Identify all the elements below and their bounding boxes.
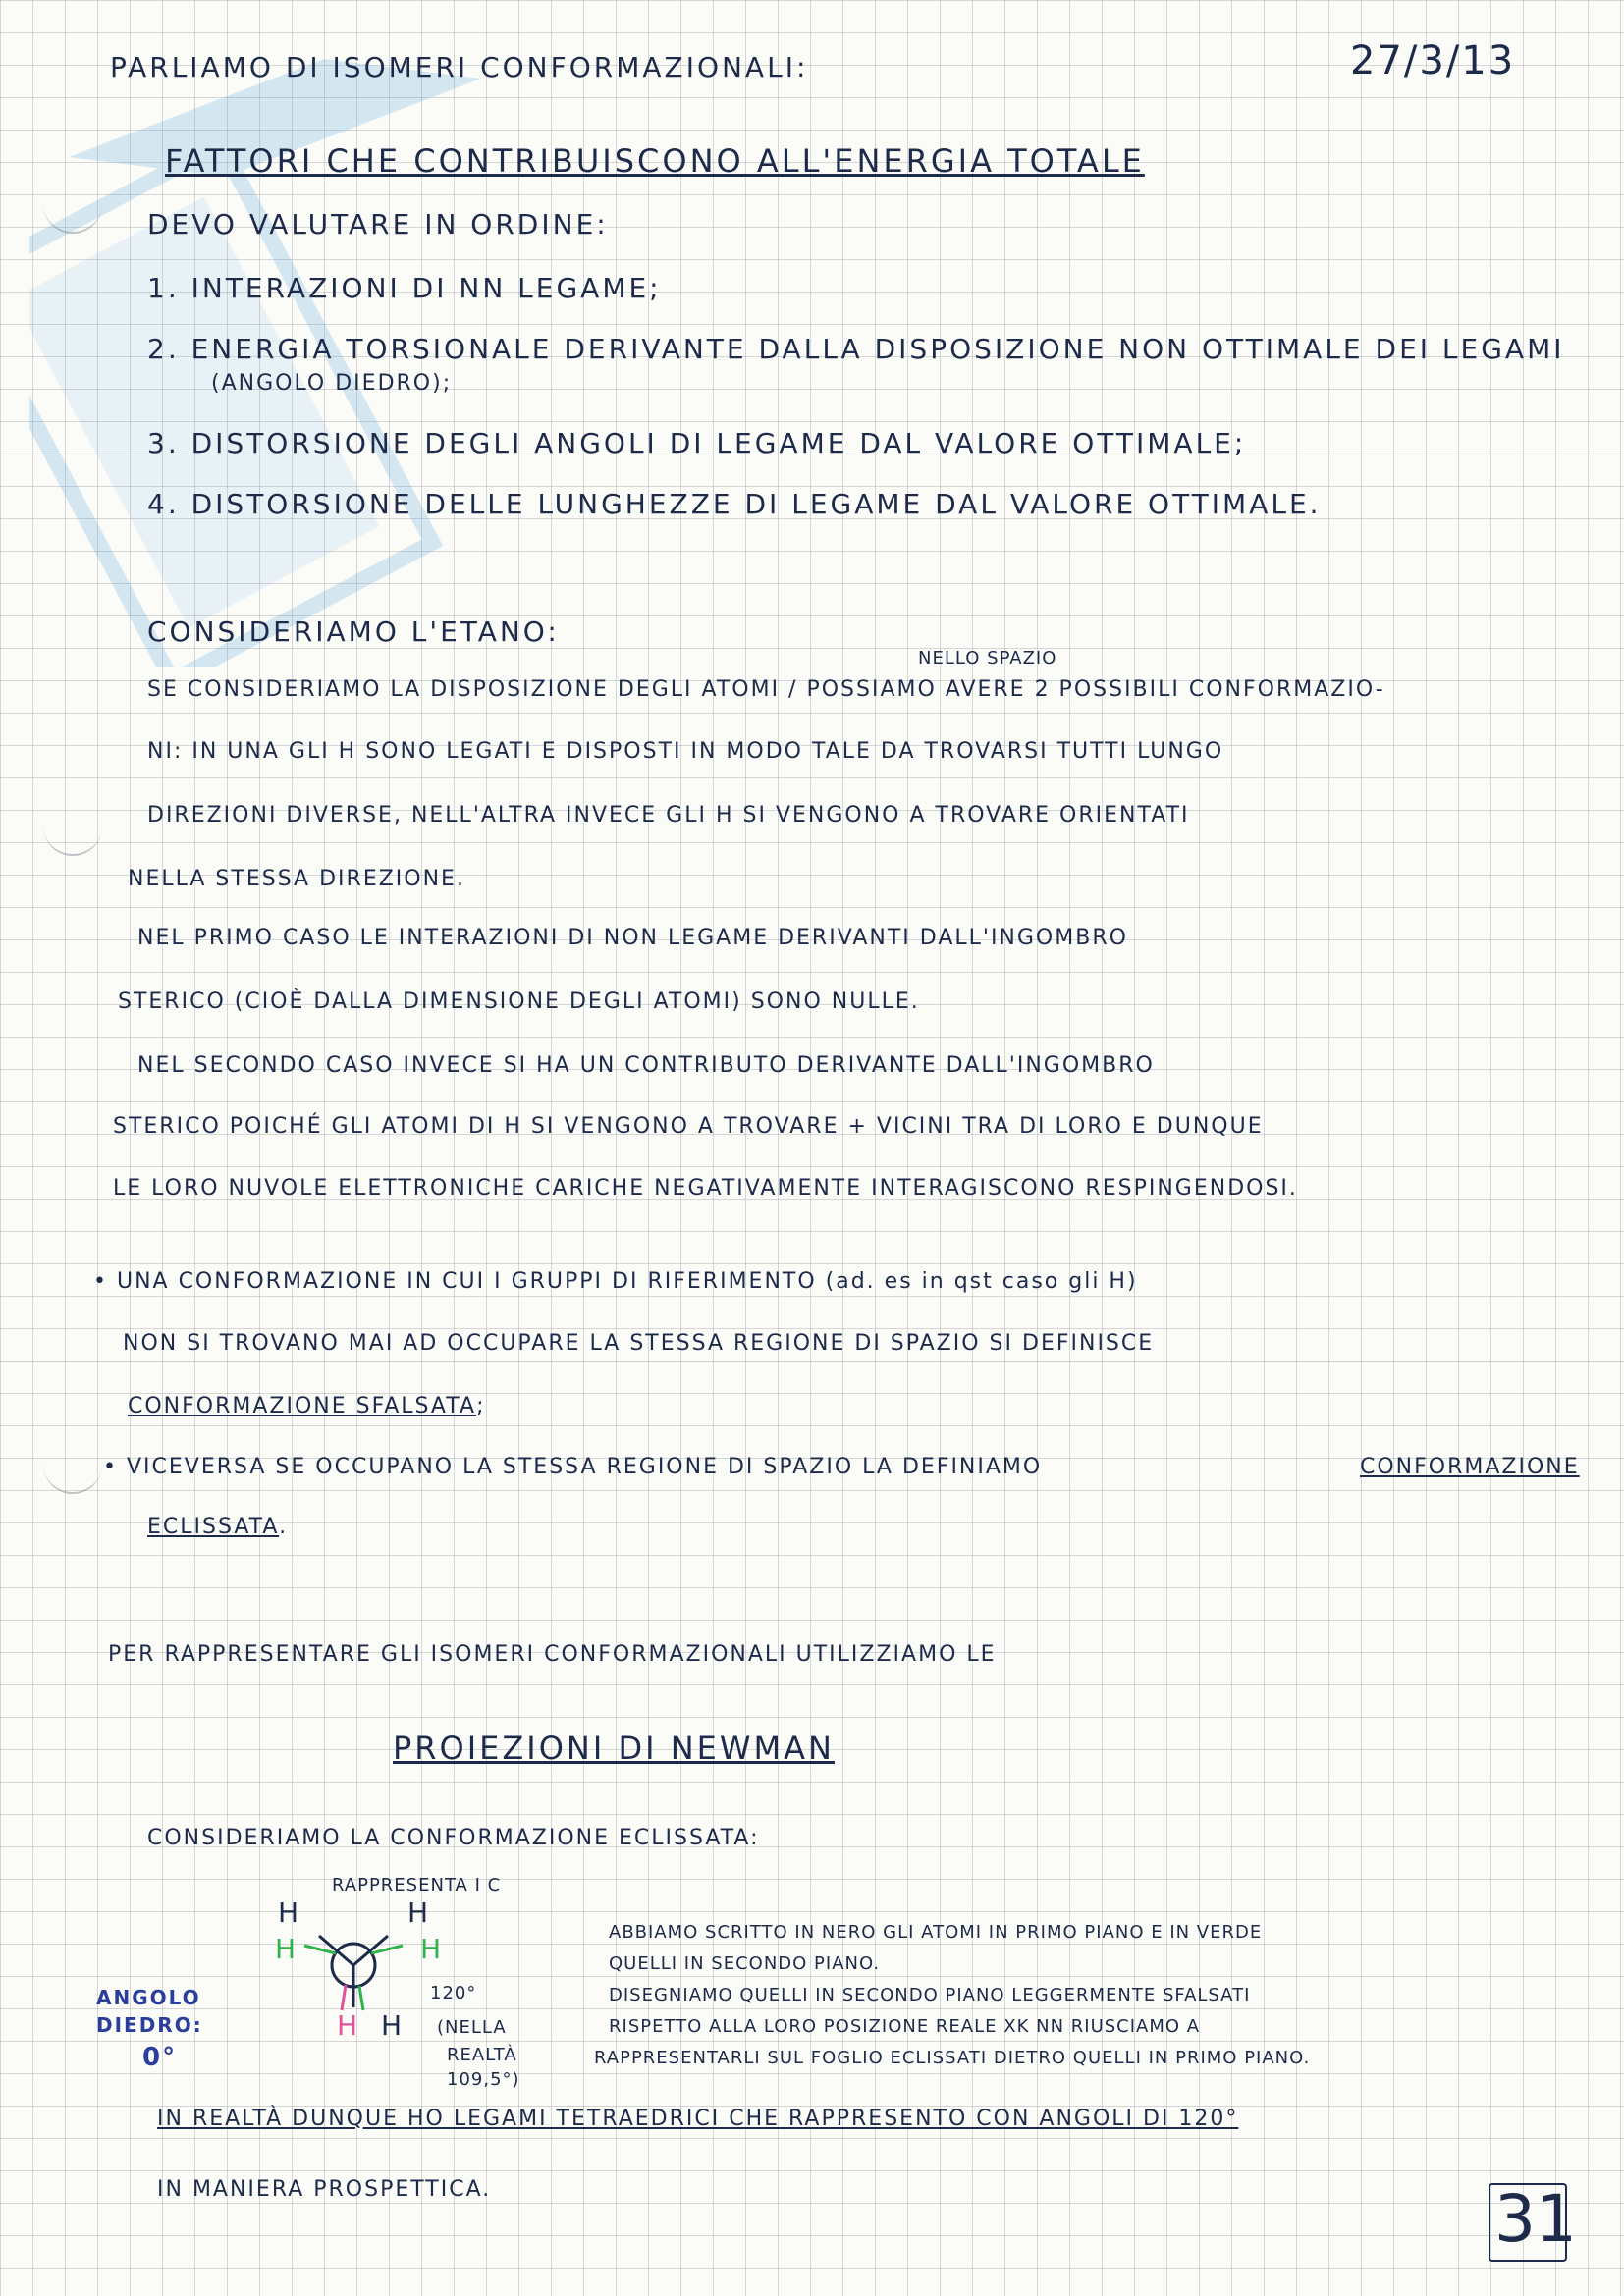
diagram-description: ABBIAMO SCRITTO IN NERO GLI ATOMI IN PRIMO PIANO E IN VERDE — [609, 1922, 1263, 1943]
term-staggered: CONFORMAZIONE SFALSATA — [128, 1394, 477, 1418]
angle-value: 0° — [142, 2043, 178, 2072]
real-angle-note: 109,5°) — [447, 2069, 520, 2090]
binder-hole — [43, 192, 102, 234]
section-title: FATTORI CHE CONTRIBUISCONO ALL'ENERGIA TOTALE — [165, 142, 1145, 180]
conclusion-line: IN MANIERA PROSPETTICA. — [157, 2177, 492, 2202]
term-suffix: ; — [476, 1394, 486, 1418]
conclusion-line: IN REALTÀ DUNQUE HO LEGAMI TETRAEDRICI CHE RAPPRESENTO CON ANGOLI DI 120° — [157, 2107, 1239, 2131]
term-suffix: . — [279, 1515, 289, 1539]
paragraph-line: STERICO POICHÉ GLI ATOMI DI H SI VENGONO A TROVARE + VICINI TRA DI LORO E DUNQUE — [113, 1114, 1264, 1139]
date: 27/3/13 — [1350, 38, 1516, 83]
newman-intro: PER RAPPRESENTARE GLI ISOMERI CONFORMAZIONALI UTILIZZIAMO LE — [108, 1642, 997, 1667]
ethane-intro: CONSIDERIAMO L'ETANO: — [147, 615, 560, 648]
definition-line: • UNA CONFORMAZIONE IN CUI I GRUPPI DI RIFERIMENTO (ad. es in qst caso gli H) — [93, 1269, 1138, 1294]
paragraph-line: NEL SECONDO CASO INVECE SI HA UN CONTRIBUTO DERIVANTE DALL'INGOMBRO — [137, 1053, 1155, 1078]
definition-line: • VICEVERSA SE OCCUPANO LA STESSA REGIONE DI SPAZIO LA DEFINIAMO — [103, 1455, 1043, 1479]
section-intro: DEVO VALUTARE IN ORDINE: — [147, 208, 609, 240]
angle-120: 120° — [430, 1983, 477, 2003]
page-number: 31 — [1494, 2181, 1577, 2257]
binder-hole — [43, 1453, 102, 1494]
binder-hole — [43, 815, 102, 856]
newman-title: PROIEZIONI DI NEWMAN — [393, 1730, 835, 1767]
diagram-description: RAPPRESENTARLI SUL FOGLIO ECLISSATI DIETRO QUELLI IN PRIMO PIANO. — [594, 2048, 1311, 2068]
atom-h-front: H — [407, 1896, 432, 1929]
paragraph-line: NELLA STESSA DIREZIONE. — [128, 867, 465, 891]
diagram-description: DISEGNIAMO QUELLI IN SECONDO PIANO LEGGERMENTE SFALSATI — [609, 1985, 1251, 2005]
diagram-description: QUELLI IN SECONDO PIANO. — [609, 1953, 881, 1974]
list-item: 4. DISTORSIONE DELLE LUNGHEZZE DI LEGAME DAL VALORE OTTIMALE. — [147, 488, 1322, 520]
margin-note: NELLO SPAZIO — [918, 648, 1057, 668]
term-eclipsed-part1: CONFORMAZIONE — [1360, 1455, 1580, 1479]
paragraph-line: STERICO (CIOÈ DALLA DIMENSIONE DEGLI ATOMI) SONO NULLE. — [118, 989, 920, 1014]
atom-h-front: H — [381, 2009, 406, 2042]
definition-line: NON SI TROVANO MAI AD OCCUPARE LA STESSA REGIONE DI SPAZIO SI DEFINISCE — [123, 1331, 1155, 1356]
list-item: 1. INTERAZIONI DI NN LEGAME; — [147, 272, 662, 304]
atom-h-rear: H — [275, 1933, 299, 1965]
list-item: 3. DISTORSIONE DEGLI ANGOLI DI LEGAME DAL VALORE OTTIMALE; — [147, 427, 1247, 459]
newman-consider: CONSIDERIAMO LA CONFORMAZIONE ECLISSATA: — [147, 1826, 760, 1850]
real-angle-note: (NELLA — [437, 2017, 507, 2038]
diagram-description: RISPETTO ALLA LORO POSIZIONE REALE XK NN RIUSCIAMO A — [609, 2016, 1201, 2037]
paragraph-line: SE CONSIDERIAMO LA DISPOSIZIONE DEGLI ATOMI / POSSIAMO AVERE 2 POSSIBILI CONFORMAZIO- — [147, 677, 1385, 702]
atom-h-front: H — [278, 1896, 302, 1929]
list-item-continuation: (ANGOLO DIEDRO); — [211, 371, 453, 396]
page-heading: PARLIAMO DI ISOMERI CONFORMAZIONALI: — [110, 51, 809, 83]
angle-label: ANGOLO — [96, 1986, 201, 2009]
real-angle-note: REALTÀ — [447, 2045, 517, 2065]
rear-bond — [342, 1985, 346, 2010]
list-item: 2. ENERGIA TORSIONALE DERIVANTE DALLA DISPOSIZIONE NON OTTIMALE DEI LEGAMI — [147, 333, 1565, 365]
diagram-label-carbons: RAPPRESENTA I C — [332, 1875, 502, 1896]
paragraph-line: NI: IN UNA GLI H SONO LEGATI E DISPOSTI IN MODO TALE DA TROVARSI TUTTI LUNGO — [147, 739, 1224, 764]
atom-h-rear: H — [420, 1933, 445, 1965]
paragraph-line: LE LORO NUVOLE ELETTRONICHE CARICHE NEGATIVAMENTE INTERAGISCONO RESPINGENDOSI. — [113, 1176, 1298, 1201]
atom-h-rear: H — [337, 2009, 361, 2042]
paragraph-line: NEL PRIMO CASO LE INTERAZIONI DI NON LEGAME DERIVANTI DALL'INGOMBRO — [137, 926, 1128, 950]
paragraph-line: DIREZIONI DIVERSE, NELL'ALTRA INVECE GLI H SI VENGONO A TROVARE ORIENTATI — [147, 803, 1190, 828]
rear-bond — [359, 1986, 363, 2010]
term-eclipsed-part2: ECLISSATA — [147, 1515, 280, 1539]
angle-label: DIEDRO: — [96, 2013, 203, 2037]
